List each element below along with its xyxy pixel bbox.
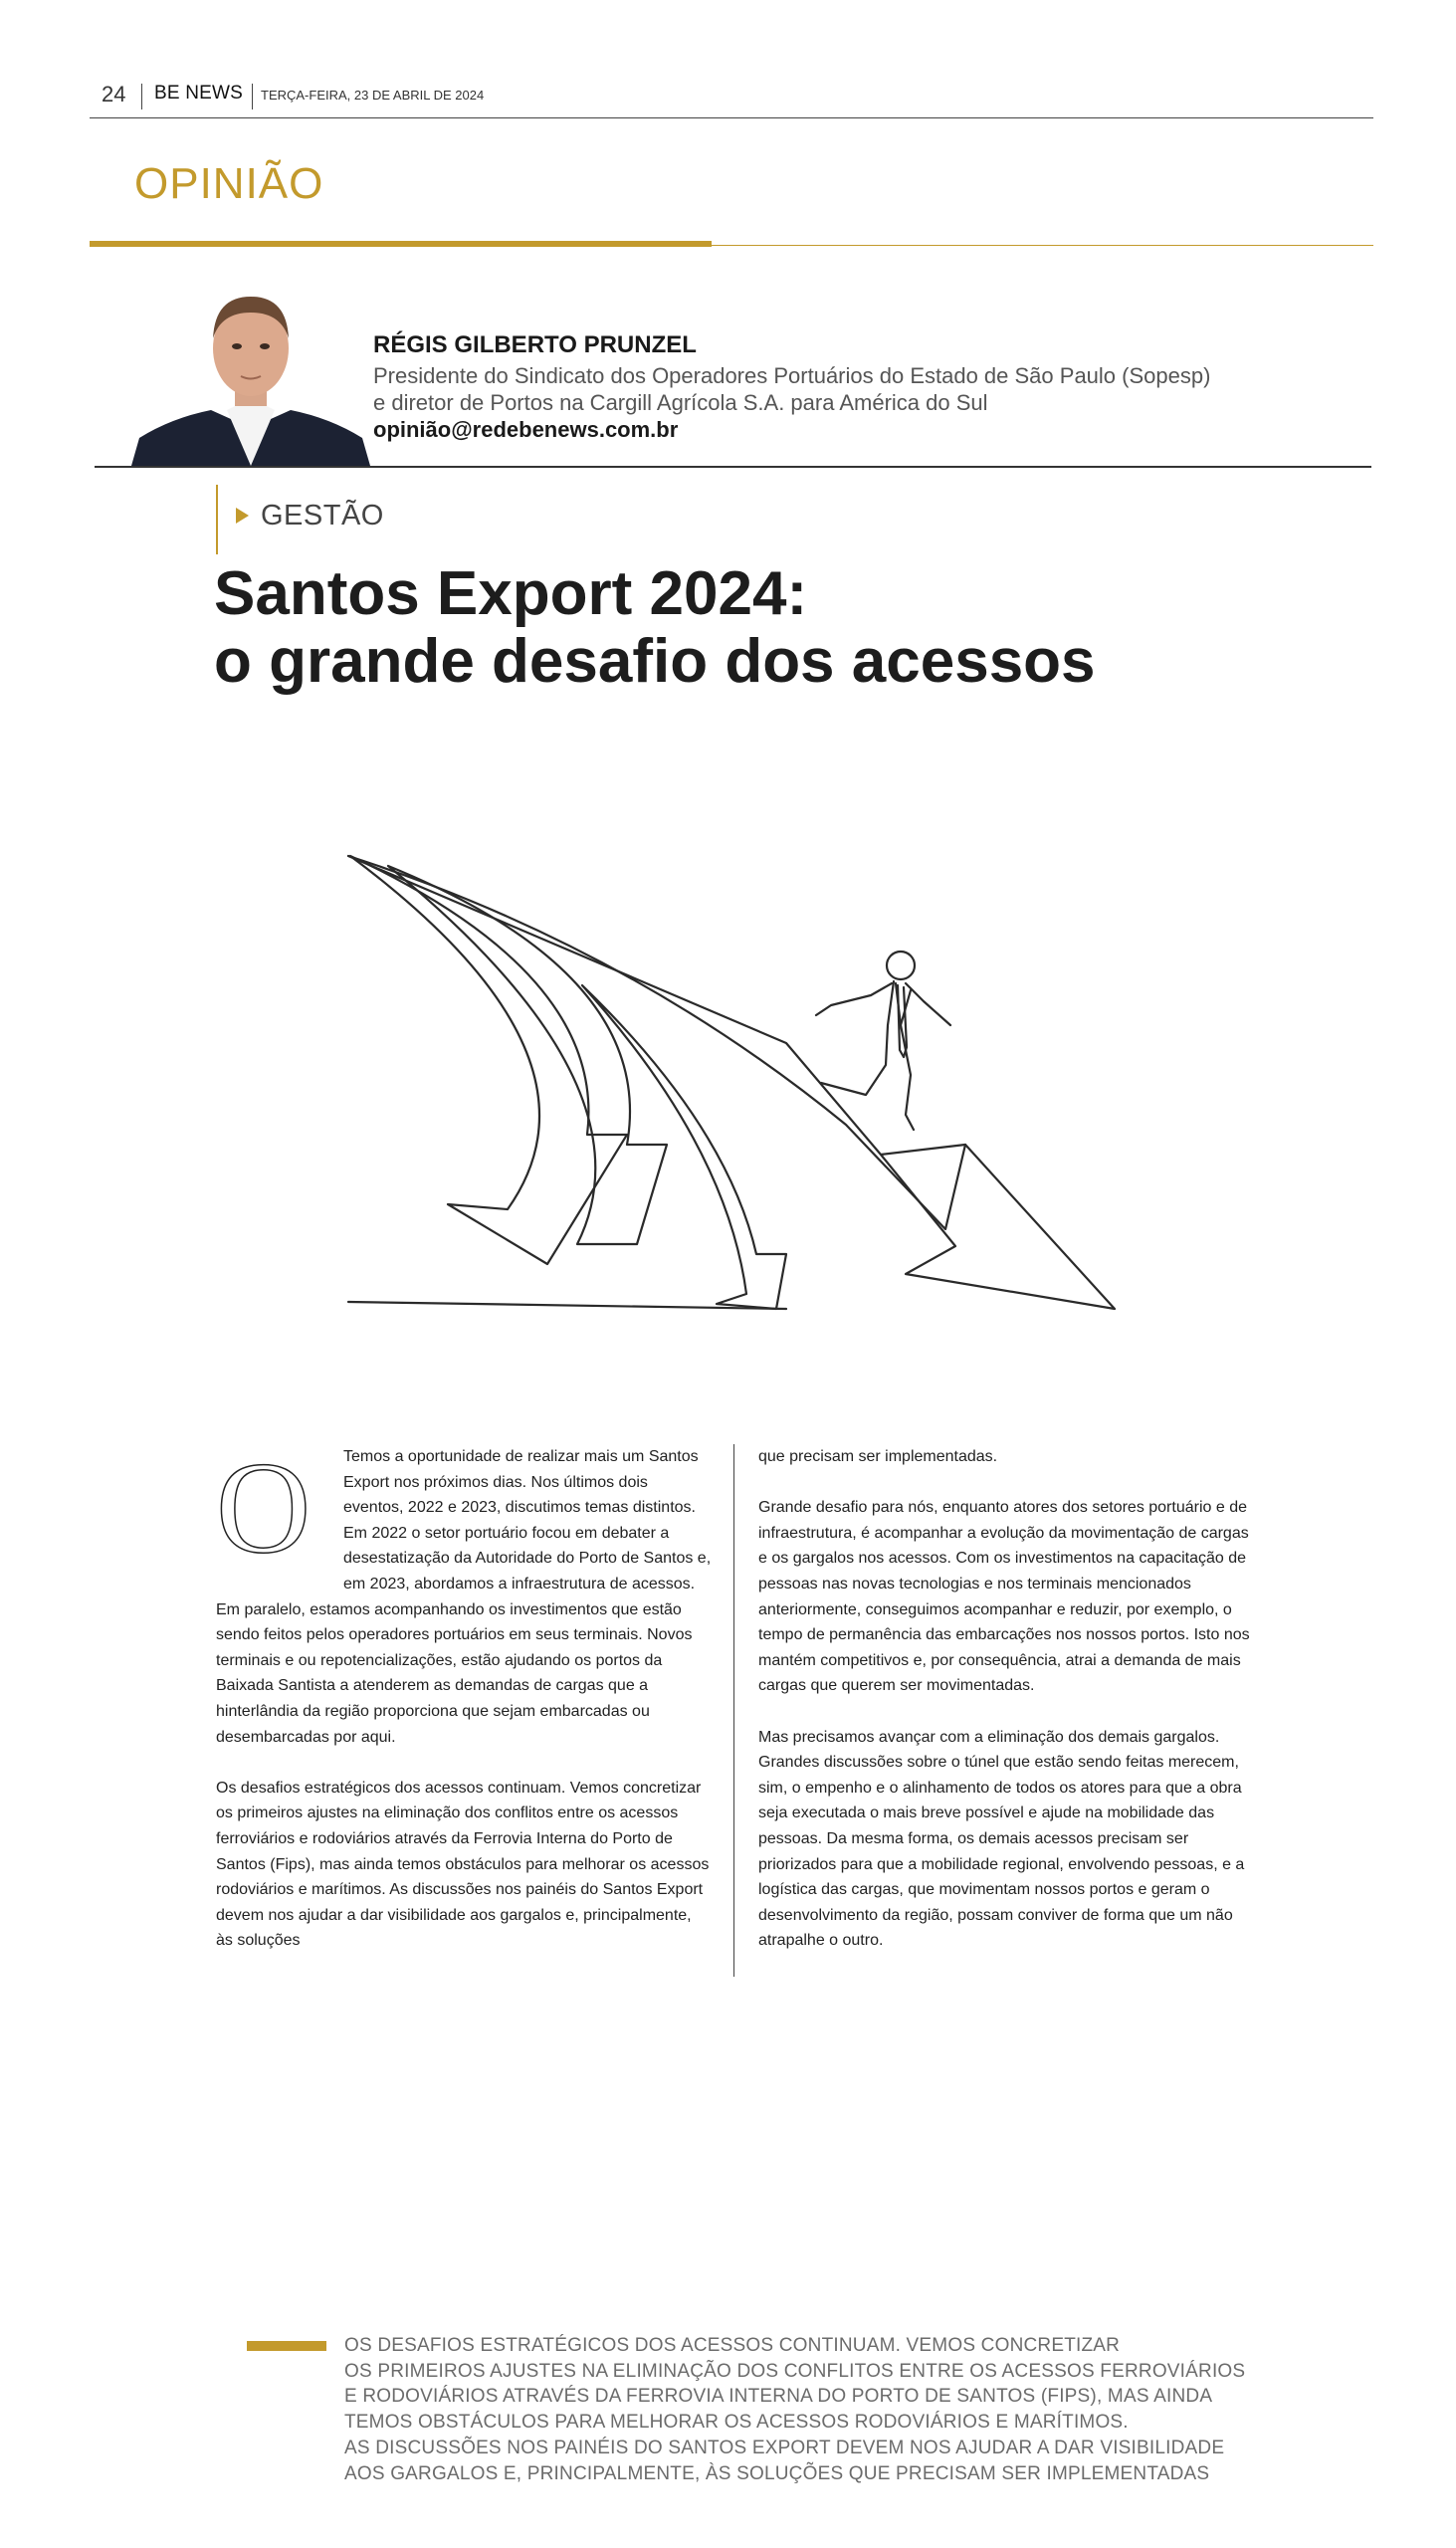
pull-quote-line: TEMOS OBSTÁCULOS PARA MELHORAR OS ACESSOS RODOVIÁRIOS E MARÍTIMOS. (344, 2412, 1129, 2434)
paragraph: Mas precisamos avançar com a eliminação dos demais gargalos. Grandes discussões sobre o túnel que estão sendo feitas merecem, sim, o empenho e o alinhamento de todos os atores para que a obra seja executada o mais breve possível e ajude na mobilidade das pessoas. Da mesma forma, os demais acessos precisam ser priorizados para que a mobilidade regional, envolvendo pessoas, e a logística das cargas, que movimentam nossos portos e geram o desenvolvimento da região, possam conviver de forma que um não atrapalhe o outro. (758, 1728, 1245, 1950)
headline (214, 560, 1309, 696)
header-rule (90, 117, 1373, 118)
article-column-left (216, 1434, 712, 1979)
author-email[interactable]: opinião@redebenews.com.br (373, 417, 679, 442)
section-underline-thick (90, 241, 712, 247)
column-divider (733, 1444, 734, 1977)
category-label: GESTÃO (261, 500, 384, 531)
page-number: 24 (102, 82, 126, 106)
pull-quote-line: AOS GARGALOS E, PRINCIPALMENTE, ÀS SOLUÇÕES QUE PRECISAM SER IMPLEMENTADAS (344, 2462, 1210, 2484)
header-divider (252, 84, 253, 109)
section-underline-thin (712, 245, 1373, 246)
paragraph-text: Temos a oportunidade de realizar mais um Santos Export nos próximos dias. Nos últimos dois eventos, 2022 e 2023, discutimos temas distintos. Em 2022 o setor portuário focou em debater a desestatização da Autoridade do Porto de Santos e, em 2023, abordamos a infraestrutura de acessos. Em paralelo, estamos acompanhando os investimentos que estão sendo feitos pelos operadores portuários em seus terminais. Novos terminais e ou repotencializações, estão ajudando os portos da Baixada Santista a atenderem as demandas de cargas que a hinterlândia da região proporciona que sejam embarcadas ou desembarcadas por aqui. (216, 1448, 712, 1746)
author-role: Presidente do Sindicato dos Operadores Portuários do Estado de São Paulo (Sopesp) (373, 363, 1211, 388)
category-bar (216, 485, 218, 554)
page-header (90, 80, 1373, 119)
publication-name: BE NEWS (154, 83, 244, 104)
pull-quote-line: OS PRIMEIROS AJUSTES NA ELIMINAÇÃO DOS CONFLITOS ENTRE OS ACESSOS FERROVIÁRIOS (344, 2360, 1246, 2382)
paragraph: que precisam ser implementadas. (758, 1448, 998, 1465)
triangle-right-icon (236, 508, 249, 524)
header-divider (141, 84, 142, 109)
drop-cap: O (216, 1434, 312, 1581)
author-role: e diretor de Portos na Cargill Agrícola S.A. para América do Sul (373, 390, 988, 415)
author-rule (95, 466, 1371, 468)
businessman-running-on-arrows-illustration (328, 826, 1184, 1393)
pull-quote-line: AS DISCUSSÕES NOS PAINÉIS DO SANTOS EXPORT DEVEM NOS AJUDAR A DAR VISIBILIDADE (344, 2437, 1225, 2458)
pull-quote (344, 2333, 1340, 2486)
paragraph: Grande desafio para nós, enquanto atores dos setores portuário e de infraestrutura, é acompanhar a evolução da movimentação de cargas e os gargalos nos acessos. Com os investimentos na capacitação de pessoas nas novas tecnologias e nos terminais mencionados anteriormente, conseguimos acompanhar e reduzir, por exemplo, o tempo de permanência das embarcações nos nossos portos. Isto nos mantém competitivos e, por consequência, atrai a demanda de mais cargas que querem ser movimentadas. (758, 1499, 1250, 1695)
article-column-right (758, 1444, 1256, 1979)
headline-line: Santos Export 2024: (214, 559, 808, 628)
author-photo (131, 279, 370, 466)
pull-quote-line: OS DESAFIOS ESTRATÉGICOS DOS ACESSOS CONTINUAM. VEMOS CONCRETIZAR (344, 2335, 1121, 2356)
section-title: OPINIÃO (134, 159, 324, 208)
paragraph: Os desafios estratégicos dos acessos continuam. Vemos concretizar os primeiros ajustes na eliminação dos conflitos entre os acessos ferroviários e rodoviários através da Ferrovia Interna do Porto de Santos (Fips), mas ainda temos obstáculos para melhorar os acessos rodoviários e marítimos. As discussões nos painéis do Santos Export devem nos ajudar a dar visibilidade aos gargalos e, principalmente, às soluções (216, 1779, 710, 1950)
paragraph (216, 1434, 712, 1750)
pull-quote-bar (247, 2341, 326, 2351)
pull-quote-line: E RODOVIÁRIOS ATRAVÉS DA FERROVIA INTERNA DO PORTO DE SANTOS (FIPS), MAS AINDA (344, 2386, 1213, 2408)
issue-date: TERÇA-FEIRA, 23 DE ABRIL DE 2024 (261, 88, 485, 103)
author-name: RÉGIS GILBERTO PRUNZEL (373, 331, 697, 358)
headline-line: o grande desafio dos acessos (214, 627, 1096, 696)
